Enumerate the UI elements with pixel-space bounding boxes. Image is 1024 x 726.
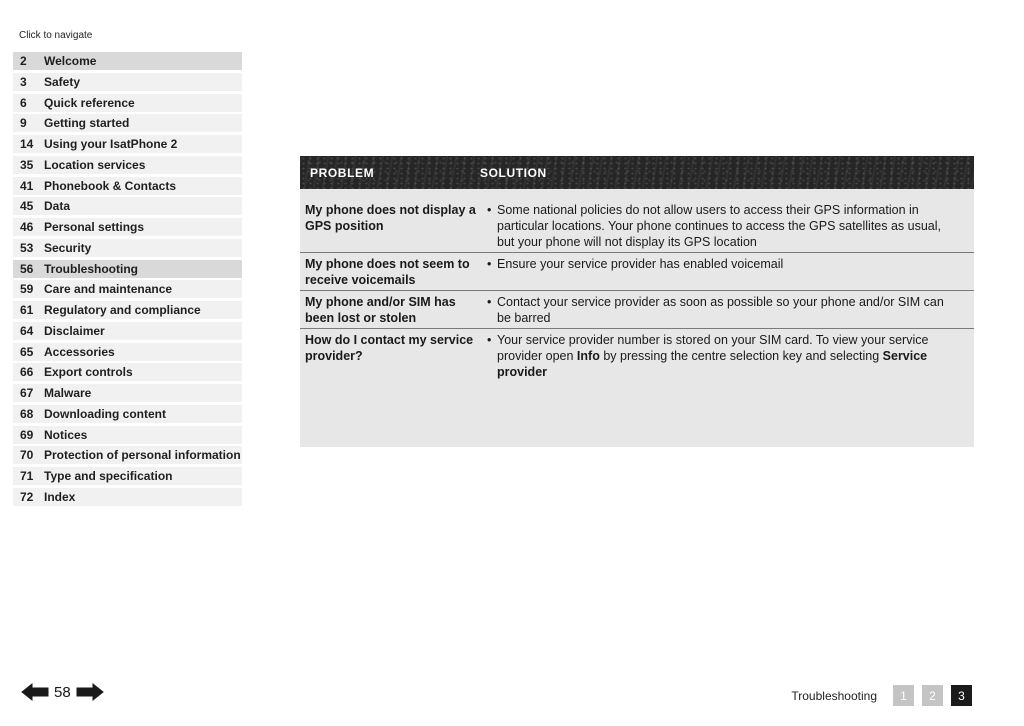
toc-page-number: 59 [20,282,34,297]
table-row [300,202,974,253]
page-number: 58 [54,683,71,701]
toc-label: Safety [44,74,81,89]
toc-page-number: 71 [20,469,34,483]
section-pager [791,685,972,706]
solution-bold-term: Info [576,349,600,363]
toc-item[interactable] [13,94,242,112]
solution-text [497,256,960,288]
next-page-arrow-icon[interactable] [75,682,105,702]
toc-label: Protection of personal information [44,448,241,463]
toc-label: Notices [44,427,88,442]
toc-page-number: 61 [20,303,34,317]
toc-item[interactable] [13,301,242,319]
toc-item[interactable] [13,218,242,236]
table-header [300,156,974,189]
table-of-contents [13,52,242,509]
solution-cell [483,332,974,380]
toc-page-number: 14 [20,137,34,151]
toc-item[interactable] [13,343,242,361]
page-navigation [20,682,105,702]
toc-label: Disclaimer [44,323,105,338]
toc-item[interactable] [13,260,242,278]
toc-item[interactable] [13,426,242,444]
toc-label: Personal settings [44,220,145,234]
toc-item[interactable] [13,363,242,381]
toc-page-number: 67 [20,386,34,400]
table-row [300,329,974,382]
section-page-button[interactable]: 2 [922,685,943,706]
toc-page-number: 35 [20,157,34,172]
toc-label: Accessories [44,344,115,359]
toc-page-number: 66 [20,365,34,380]
toc-label: Downloading content [44,406,166,421]
solution-fragment: Contact your service provider as soon as possible so your phone and/or SIM can be barred [497,295,944,325]
toc-label: Malware [44,386,92,400]
solution-fragment: Your service provider number is stored on your SIM card. To view your service provider open [497,333,929,363]
toc-label: Troubleshooting [44,261,138,276]
toc-page-number: 41 [20,178,34,193]
toc-label: Regulatory and compliance [44,303,201,317]
toc-page-number: 46 [20,220,34,234]
toc-label: Type and specification [44,469,173,483]
toc-label: Location services [44,157,146,172]
troubleshooting-table [300,156,974,447]
solution-cell [483,256,974,288]
toc-item[interactable] [13,446,242,464]
bullet-icon: • [487,257,492,271]
solution-fragment: Ensure your service provider has enabled voicemail [497,257,784,271]
toc-item[interactable] [13,384,242,402]
problem-cell: My phone and/or SIM has been lost or stolen [305,295,456,325]
solution-cell [483,294,974,326]
toc-item[interactable] [13,488,242,506]
toc-item[interactable] [13,177,242,195]
problem-column-header: PROBLEM [310,165,375,180]
toc-label: Phonebook & Contacts [44,178,177,193]
toc-item[interactable] [13,405,242,423]
toc-item[interactable] [13,322,242,340]
bullet-icon: • [487,203,492,217]
solution-text [497,294,960,326]
toc-page-number: 2 [20,54,27,68]
toc-page-number: 69 [20,427,34,442]
table-body [300,189,974,382]
toc-page-number: 70 [20,448,34,463]
solution-fragment: by pressing the centre selection key and selecting [599,349,883,363]
toc-item[interactable] [13,197,242,215]
toc-page-number: 3 [20,74,27,89]
toc-item[interactable] [13,156,242,174]
toc-label: Getting started [44,116,130,131]
section-page-button[interactable]: 3 [951,685,972,706]
solution-cell [483,202,974,250]
navigation-hint: Click to navigate [19,30,93,41]
toc-page-number: 72 [20,489,34,504]
toc-item[interactable] [13,52,242,70]
solution-column-header: SOLUTION [480,165,547,180]
section-name: Troubleshooting [791,688,877,703]
toc-label: Care and maintenance [44,282,173,297]
bullet-icon: • [487,295,492,309]
toc-page-number: 64 [20,323,34,338]
toc-item[interactable] [13,280,242,298]
toc-item[interactable] [13,135,242,153]
toc-item[interactable] [13,239,242,257]
toc-page-number: 45 [20,199,34,214]
solution-text [497,332,960,380]
toc-item[interactable] [13,467,242,485]
toc-label: Welcome [44,54,97,68]
solution-text [497,202,960,250]
toc-label: Security [44,240,92,255]
bullet-icon: • [487,333,492,347]
solution-bold-term: Service provider [497,349,928,379]
problem-cell: How do I contact my service provider? [305,333,474,363]
table-row [300,291,974,329]
toc-page-number: 65 [20,344,34,359]
toc-page-number: 53 [20,240,34,255]
section-page-button[interactable]: 1 [893,685,914,706]
toc-label: Quick reference [44,95,135,110]
toc-page-number: 68 [20,406,34,421]
toc-label: Using your IsatPhone 2 [44,137,178,151]
toc-page-number: 6 [20,95,27,110]
table-row [300,253,974,291]
toc-label: Data [44,199,71,214]
toc-item[interactable] [13,73,242,91]
solution-fragment: Some national policies do not allow users to access their GPS information in particular locations. Your phone continues to access the GPS satellites as usual, but your phone will not display its GPS location [497,203,942,249]
toc-label: Export controls [44,365,133,380]
toc-page-number: 56 [20,261,34,276]
problem-cell: My phone does not seem to receive voicemails [305,257,470,287]
previous-page-arrow-icon[interactable] [20,682,50,702]
toc-page-number: 9 [20,116,27,131]
problem-cell: My phone does not display a GPS position [305,203,476,233]
toc-label: Index [44,489,76,504]
toc-item[interactable] [13,114,242,132]
